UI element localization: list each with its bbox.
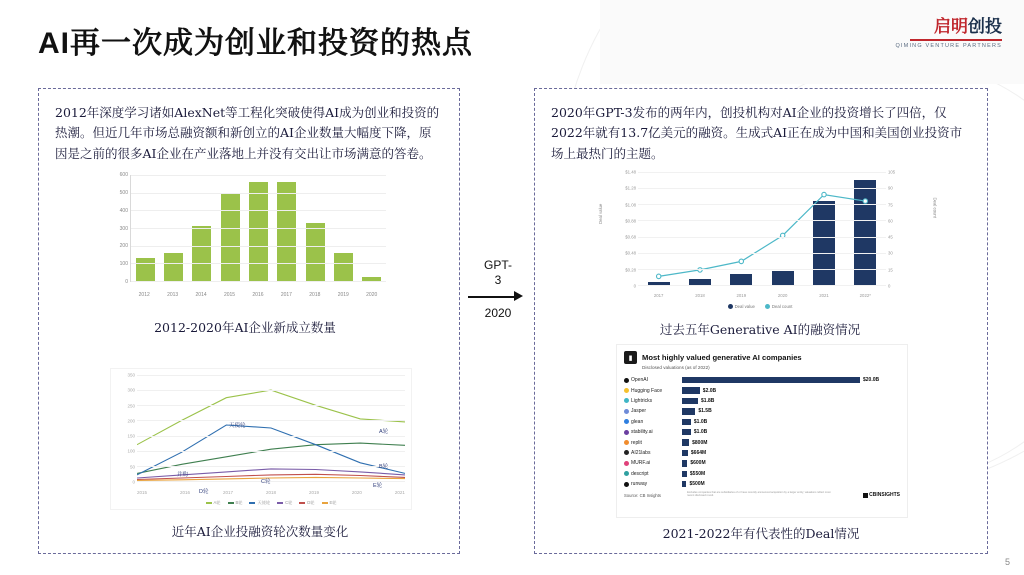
x-tick-label: 2017 (280, 292, 292, 298)
caption-combo-chart: 过去五年Generative AI的融资情况 (659, 322, 861, 337)
legend-item: 天使轮 (249, 500, 270, 506)
bar (682, 481, 686, 487)
legend-item: B轮 (228, 500, 243, 506)
legend-item: E轮 (322, 500, 337, 506)
x-tick-label: 2015 (137, 490, 148, 495)
bar (682, 387, 700, 393)
gridline (625, 202, 893, 208)
company-name: stability.ai (624, 429, 682, 435)
y-tick-label: 300 (127, 387, 135, 393)
y-tick-label: $1.08 (625, 202, 636, 208)
chart-ai-funding-rounds (110, 368, 412, 510)
x-tick-label: 2018 (695, 293, 705, 298)
y-tick-label: 300 (119, 225, 128, 232)
company-name: descript (624, 471, 682, 477)
bar-value-label: $1.8B (701, 397, 715, 404)
x-tick-label: 2018 (309, 292, 321, 298)
gridline (127, 372, 405, 378)
y-tick-label: $1.48 (625, 169, 636, 175)
y-tick-label: 100 (127, 448, 135, 454)
bar (221, 193, 240, 281)
x-tick-label: 2017 (653, 293, 664, 298)
company-logo-icon (624, 398, 629, 403)
bar (682, 439, 689, 445)
x-tick-label: 2021 (819, 293, 829, 298)
bar-value-label: $20.0B (863, 377, 880, 384)
gridline (633, 283, 891, 289)
arrow-label-line1: GPT- (483, 258, 512, 272)
y-tick-label: $0.68 (625, 234, 636, 240)
y-tick-label: $1.28 (625, 185, 636, 191)
cbi-source: Source: CB Insights (624, 493, 662, 499)
x-tick-label: 2012 (138, 292, 150, 298)
x-tick-label: 2021 (394, 490, 405, 495)
bar-value-label: $500M (689, 481, 705, 488)
logo-subtitle: QIMING VENTURE PARTNERS (895, 43, 1002, 49)
gridline (119, 172, 386, 178)
arrow-label-line2: 3 (494, 273, 502, 287)
y-tick-label: 350 (127, 372, 135, 378)
y2-tick-label: 0 (888, 283, 891, 289)
company-logo-icon (624, 482, 629, 487)
annotation-merger: 并购 (177, 472, 189, 478)
company-name: Hugging Face (624, 388, 682, 394)
list-item (624, 375, 900, 385)
company-name: runway (624, 481, 682, 487)
gridline (625, 185, 893, 191)
bar-value-label: $1.0B (693, 418, 708, 425)
list-item (624, 396, 900, 406)
list-item (624, 437, 900, 447)
y2-tick-label: 105 (888, 169, 896, 175)
gridline (125, 279, 386, 285)
arrow-label-line3: 2020 (484, 306, 512, 320)
x-tick-label: 2015 (223, 292, 236, 298)
list-item (624, 406, 900, 416)
bar-value-label: $800M (692, 439, 708, 446)
gridline (625, 267, 893, 273)
bar (682, 460, 687, 466)
y-tick-label: 500 (119, 189, 128, 196)
y2-tick-label: 15 (888, 267, 893, 273)
cbinsights-logo (863, 492, 900, 498)
y2-tick-label: 45 (888, 234, 893, 240)
brand-logo (895, 12, 1002, 49)
company-logo-icon (624, 409, 629, 414)
list-item (624, 417, 900, 427)
y-tick-label: 50 (129, 464, 135, 470)
annotation-b-round: B轮 (379, 464, 389, 470)
gridline (625, 234, 893, 240)
company-logo-icon (624, 378, 629, 383)
caption-bar-chart: 2012-2020年AI企业新成立数量 (154, 320, 336, 335)
y-tick-label: 200 (127, 418, 135, 424)
company-logo-icon (624, 461, 629, 466)
gridline (119, 243, 386, 250)
x-tick-label: 2022* (859, 293, 871, 298)
bar (192, 226, 211, 281)
y-tick-label: 100 (119, 261, 128, 268)
bar-value-label: $1.5B (698, 408, 712, 415)
cbi-badge-icon: ▮ (624, 351, 637, 364)
y2-tick-label: 30 (888, 250, 893, 256)
bar (334, 253, 353, 281)
bar (164, 253, 183, 281)
right-paragraph: 2020年GPT-3发布的两年内，创投机构对AI企业的投资增长了四倍，仅2022年就有13.7亿美元的融资。生成式AI正在成为中国和美国创业投资市场上最热门的主题。 (551, 105, 963, 161)
annotation-e-round: E轮 (373, 483, 383, 489)
company-name: glean (624, 419, 682, 425)
legend-item: Deal count (765, 304, 793, 309)
gridline (119, 207, 386, 214)
company-name: Jasper (624, 408, 682, 414)
bar (306, 223, 325, 281)
bar (682, 450, 688, 456)
page-number: 5 (1004, 557, 1010, 567)
bar (682, 471, 687, 477)
gridline (625, 169, 896, 175)
gridline (119, 189, 386, 196)
bar-value-label: $550M (689, 470, 706, 477)
company-name: Lightricks (624, 398, 682, 404)
gridline (127, 433, 405, 439)
y-tick-label: $0.88 (625, 218, 636, 224)
y-tick-label: 0 (633, 283, 636, 289)
logo-name-dark: 创投 (968, 17, 1002, 36)
y-tick-label: 0 (132, 479, 135, 485)
company-logo-icon (624, 419, 629, 424)
logo-rule (910, 39, 1002, 41)
gridline (127, 448, 405, 454)
company-logo-icon (624, 471, 629, 476)
cbi-brand-text: CBINSIGHTS (869, 492, 900, 499)
left-paragraph: 2012年深度学习诸如AlexNet等工程化突破使得AI成为创业和投资的热潮。但近几年市场总融资额和新创立的AI企业数量大幅度下降，原因是之前的很多AI企业在产业落地上并没有交出让市场满意的答卷。 (55, 105, 440, 161)
legend-item: C轮 (277, 500, 292, 506)
chart-most-valued-generative-ai (616, 344, 908, 518)
bar (682, 429, 691, 435)
company-name: MURF.ai (624, 460, 682, 466)
x-tick-label: 2019 (337, 292, 349, 298)
y-tick-label: 150 (127, 433, 135, 439)
bar (277, 182, 296, 281)
chart-generative-ai-funding (598, 168, 938, 309)
bar (682, 419, 691, 425)
list-item (624, 479, 900, 489)
x-tick-label: 2013 (167, 292, 179, 298)
y-tick-label: 200 (119, 243, 128, 250)
cbi-chart-subtitle: Disclosed valuations (as of 2022) (642, 365, 710, 370)
x-tick-label: 2020 (366, 292, 378, 298)
bar (136, 258, 155, 281)
y-tick-label: $0.28 (625, 267, 636, 273)
x-tick-label: 2019 (736, 293, 747, 298)
y-tick-label: 250 (127, 403, 135, 409)
x-tick-label: 2020 (351, 490, 362, 495)
company-name: replit (624, 440, 682, 446)
x-tick-label: 2020 (777, 293, 788, 298)
gridline (127, 418, 405, 424)
y2-tick-label: 90 (888, 185, 893, 191)
list-item (624, 385, 900, 395)
company-logo-icon (624, 430, 629, 435)
list-item (624, 469, 900, 479)
y-tick-label: 600 (119, 172, 128, 178)
cbi-chart-title: Most highly valued generative AI companies (642, 353, 802, 362)
gridline (127, 403, 405, 409)
annotation-a-round: A轮 (379, 429, 389, 435)
y-tick-label: 400 (119, 207, 128, 214)
y-tick-label: 0 (125, 279, 128, 285)
gridline (625, 250, 893, 256)
list-item (624, 448, 900, 458)
gridline (119, 261, 386, 268)
bar-value-label: $1.0B (693, 429, 708, 436)
company-logo-icon (624, 440, 629, 445)
annotation-d-round: D轮 (199, 489, 209, 495)
bar-value-label: $600M (690, 460, 706, 467)
annotation-angel: 天使轮 (229, 423, 246, 429)
bar (682, 398, 698, 404)
x-tick-label: 2018 (265, 490, 276, 495)
gridline (119, 225, 386, 232)
page-title: AI再一次成为创业和投资的热点 (38, 27, 473, 60)
y-tick-label: $0.48 (625, 250, 636, 256)
legend-item: A轮 (206, 500, 221, 506)
caption-deals-chart: 2021-2022年有代表性的Deal情况 (662, 526, 860, 541)
transition-arrow (466, 258, 530, 321)
x-tick-label: 2019 (308, 490, 319, 495)
company-name: AI21labs (624, 450, 682, 456)
company-logo-icon (624, 450, 629, 455)
x-tick-label: 2014 (195, 292, 207, 298)
caption-line-chart: 近年AI企业投融资轮次数量变化 (171, 524, 349, 539)
combo-y2-axis-title: Deal count (933, 197, 938, 218)
chart-ai-new-companies (100, 172, 390, 300)
cbi-note: Excludes companies that are subsidiaries of or have recently announced acquisition by a larger entity; valuations reflect most recent disclosed round. (687, 491, 831, 498)
x-tick-label: 2016 (252, 292, 264, 298)
company-logo-icon (624, 388, 629, 393)
bar (249, 182, 268, 281)
annotation-c-round: C轮 (261, 479, 271, 485)
y2-tick-label: 60 (888, 218, 893, 224)
company-name: OpenAI (624, 377, 682, 383)
list-item (624, 458, 900, 468)
combo-y-axis-title: Deal value (598, 203, 603, 224)
legend-item: Deal value (728, 304, 755, 309)
bar-value-label: $664M (690, 449, 707, 456)
legend-item: D轮 (299, 500, 314, 506)
bar (682, 377, 860, 383)
list-item (624, 427, 900, 437)
x-tick-label: 2017 (222, 490, 233, 495)
logo-name-red: 启明 (934, 17, 968, 36)
bar-value-label: $2.0B (702, 387, 717, 394)
arrow-shaft (466, 290, 530, 304)
y2-tick-label: 75 (888, 202, 893, 208)
x-tick-label: 2016 (179, 490, 190, 495)
gridline (127, 387, 405, 393)
bar (682, 408, 695, 414)
gridline (625, 218, 893, 224)
